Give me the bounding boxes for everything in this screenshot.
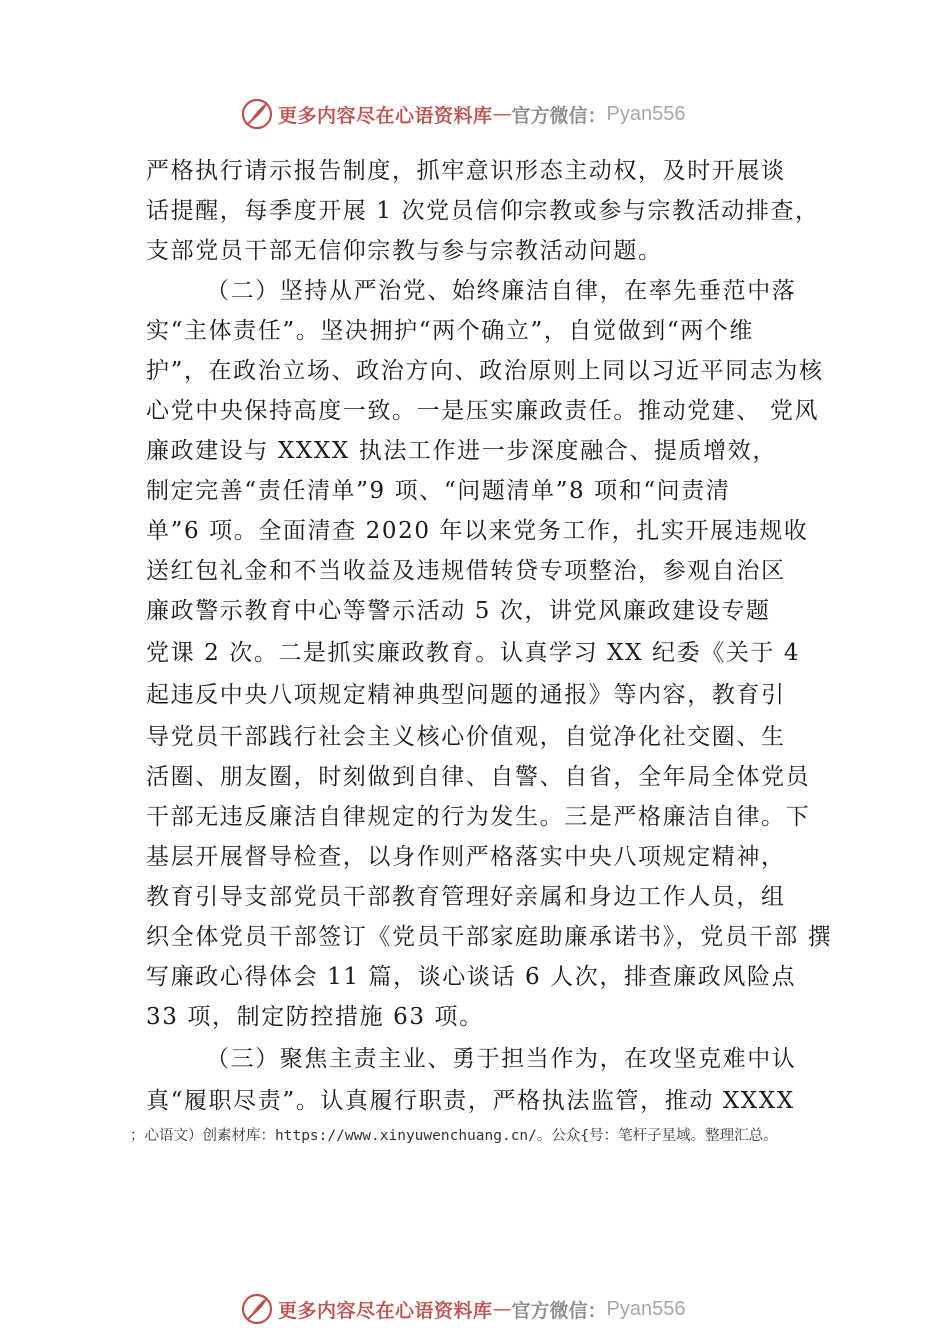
body-line: 干部无违反廉洁自律规定的行为发生。三是严格廉洁自律。下 (146, 804, 811, 830)
body-line: 支部党员干部无信仰宗教与参与宗教活动问题。 (146, 238, 663, 264)
section-heading-2: （二）坚持从严治党、始终廉洁自律，在率先垂范中落 (206, 278, 797, 304)
body-line: 活圈、朋友圈，时刻做到自律、自警、自省，全年局全体党员 (146, 764, 811, 790)
body-line: 制定完善“责任清单”9 项、“问题清单”8 项和“问责清 (146, 478, 731, 504)
banner-label: 官方微信： (511, 1299, 607, 1322)
banner-dash: — (492, 1298, 512, 1320)
body-line: 送红包礼金和不当收益及违规借转贷专项整治，参观自治区 (146, 558, 786, 584)
body-line: 单”6 项。全面清查 2020 年以来党务工作，扎实开展违规收 (146, 518, 809, 544)
body-line: 真“履职尽责”。认真履行职责，严格执法监管，推动 XXXX (146, 1088, 795, 1114)
body-line: 织全体党员干部签订《党员干部家庭助廉承诺书》，党员干部 撰 (146, 924, 833, 950)
feather-pen-logo-icon (240, 1292, 274, 1326)
body-line: 廉政建设与 XXXX 执法工作进一步深度融合、提质增效， (146, 438, 777, 464)
banner-wechat-id: Pyan556 (606, 102, 686, 125)
body-line: 心党中央保持高度一致。一是压实廉政责任。推动党建、 党风 (146, 398, 820, 424)
banner-label: 官方微信： (511, 104, 607, 127)
banner-dash: — (492, 103, 512, 125)
body-line: 实“主体责任”。坚决拥护“两个确立”，自觉做到“两个维 (146, 318, 754, 344)
banner-brand: 更多内容尽在心语资料库 (278, 104, 493, 127)
body-line: 教育引导支部党员干部教育管理好亲属和身边工作人员，组 (146, 884, 786, 910)
body-line: 33 项，制定防控措施 63 项。 (146, 1004, 484, 1030)
banner-wechat-id: Pyan556 (606, 1297, 686, 1320)
banner-brand: 更多内容尽在心语资料库 (278, 1299, 493, 1322)
body-line: 基层开展督导检查，以身作则严格落实中央八项规定精神， (146, 844, 786, 870)
header-banner (240, 96, 686, 132)
body-line: 写廉政心得体会 11 篇，谈心谈话 6 人次，排查廉政风险点 (146, 964, 797, 990)
body-line: 廉政警示教育中心等警示活动 5 次，讲党风廉政建设专题 (146, 598, 771, 624)
body-line: 护”，在政治立场、政治方向、政治原则上同以习近平同志为核 (146, 358, 824, 384)
footer-banner (240, 1291, 686, 1327)
source-note: ；心语文）创素材库：https://www.xinyuwenchuang.cn/。公众{号：笔杆子星域。整理汇总。 (130, 1128, 778, 1144)
feather-pen-logo-icon (240, 97, 274, 131)
body-line: 严格执行请示报告制度，抓牢意识形态主动权，及时开展谈 (146, 158, 786, 184)
body-line: 起违反中央八项规定精神典型问题的通报》等内容，教育引 (146, 682, 786, 708)
body-line: 话提醒，每季度开展 1 次党员信仰宗教或参与宗教活动排查， (146, 198, 820, 224)
body-line: 导党员干部践行社会主义核心价值观，自觉净化社交圈、生 (146, 724, 786, 750)
body-line: 党课 2 次。二是抓实廉政教育。认真学习 XX 纪委《关于 4 (146, 640, 801, 666)
section-heading-3: （三）聚焦主责主业、勇于担当作为，在攻坚克难中认 (206, 1046, 797, 1072)
